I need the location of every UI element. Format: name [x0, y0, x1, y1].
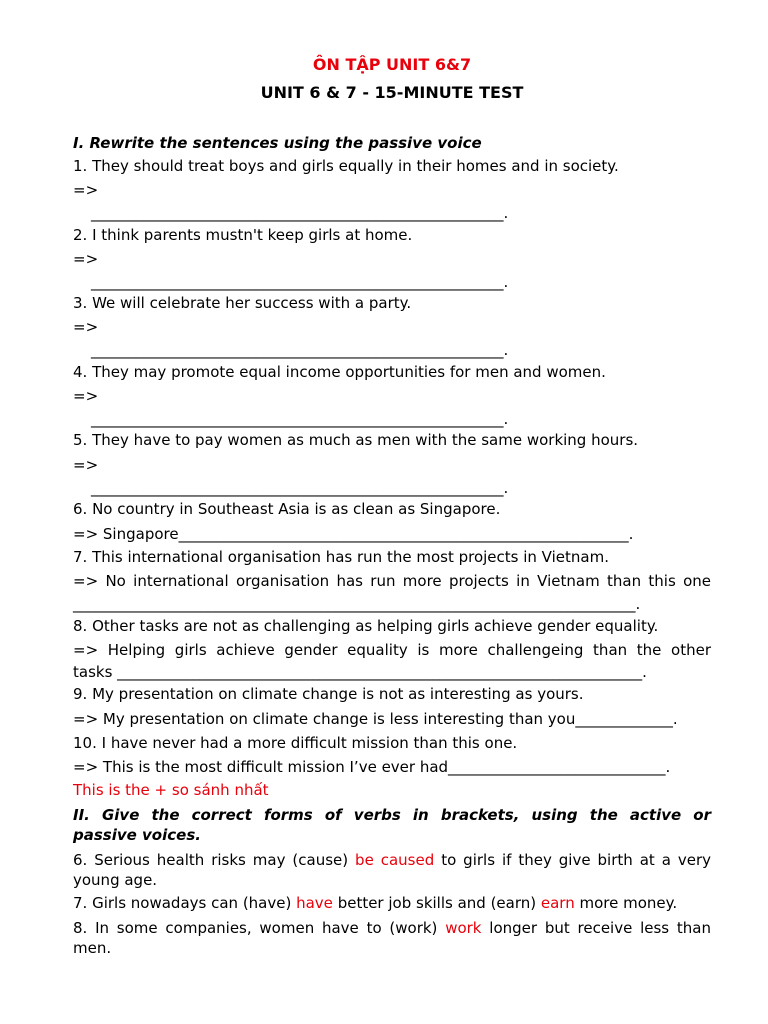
section1-heading: I. Rewrite the sentences using the passive voice	[73, 134, 482, 152]
answer-7-line2: ___________________________________________________________________________.	[73, 595, 641, 613]
q7-answer-earn: earn	[540, 894, 575, 912]
q6-text-before: 6. Serious health risks may (cause)	[73, 851, 356, 869]
answer-arrow-3: =>	[73, 318, 99, 336]
section2-question-6	[73, 850, 711, 870]
page-title-en: UNIT 6 & 7 - 15-MINUTE TEST	[260, 83, 524, 102]
q6-text-after: to girls if they give birth at a very	[434, 851, 711, 869]
answer-arrow-2: =>	[73, 250, 99, 268]
q7-text-after: more money.	[574, 894, 678, 912]
answer-7-line1: => No international organisation has run more projects in Vietnam than this one	[73, 572, 711, 590]
q7-text-middle: better job skills and (earn)	[332, 894, 541, 912]
section2-heading-line2: passive voices.	[73, 826, 201, 844]
question-4: 4. They may promote equal income opportunities for men and women.	[73, 363, 606, 381]
question-1: 1. They should treat boys and girls equally in their homes and in society.	[73, 157, 619, 175]
answer-6: => Singapore____________________________________________________________.	[73, 525, 634, 543]
section2-heading-line1: II. Give the correct forms of verbs in brackets, using the active or	[73, 806, 711, 824]
question-2: 2. I think parents mustn't keep girls at home.	[73, 226, 413, 244]
answer-arrow-5: =>	[73, 456, 99, 474]
q8-text-after: longer but receive less than	[481, 919, 711, 937]
question-6: 6. No country in Southeast Asia is as clean as Singapore.	[73, 500, 501, 518]
answer-8-line1: => Helping girls achieve gender equality is more challengeing than the other	[73, 641, 711, 659]
q8-answer: work	[445, 919, 482, 937]
section2-question-8	[73, 918, 711, 938]
q7-text-before: 7. Girls nowadays can (have)	[73, 894, 297, 912]
question-7: 7. This international organisation has run the most projects in Vietnam.	[73, 548, 609, 566]
section2-question-6-line2: young age.	[73, 871, 158, 889]
question-8: 8. Other tasks are not as challenging as helping girls achieve gender equality.	[73, 617, 659, 635]
question-5: 5. They have to pay women as much as men with the same working hours.	[73, 431, 639, 449]
answer-blank-2: _______________________________________________________.	[91, 273, 509, 291]
answer-9: => My presentation on climate change is less interesting than you_____________.	[73, 710, 678, 728]
answer-blank-1: _______________________________________________________.	[91, 204, 509, 222]
answer-arrow-4: =>	[73, 387, 99, 405]
answer-blank-3: _______________________________________________________.	[91, 341, 509, 359]
answer-blank-5: _______________________________________________________.	[91, 479, 509, 497]
question-3: 3. We will celebrate her success with a party.	[73, 294, 412, 312]
q8-text-before: 8. In some companies, women have to (work)	[73, 919, 446, 937]
grammar-note: This is the + so sánh nhất	[73, 781, 269, 799]
question-10: 10. I have never had a more difficult mission than this one.	[73, 734, 518, 752]
question-9: 9. My presentation on climate change is not as interesting as yours.	[73, 685, 584, 703]
page-title-vn: ÔN TẬP UNIT 6&7	[312, 55, 472, 74]
answer-blank-4: _______________________________________________________.	[91, 410, 509, 428]
answer-10: => This is the most difficult mission I’ve ever had_____________________________.	[73, 758, 671, 776]
answer-arrow-1: =>	[73, 181, 99, 199]
q6-answer: be caused	[355, 851, 435, 869]
q7-answer-have: have	[296, 894, 333, 912]
section2-question-7	[73, 893, 677, 913]
section2-question-8-line2: men.	[73, 939, 112, 957]
answer-8-line2: tasks ______________________________________________________________________.	[73, 663, 647, 681]
